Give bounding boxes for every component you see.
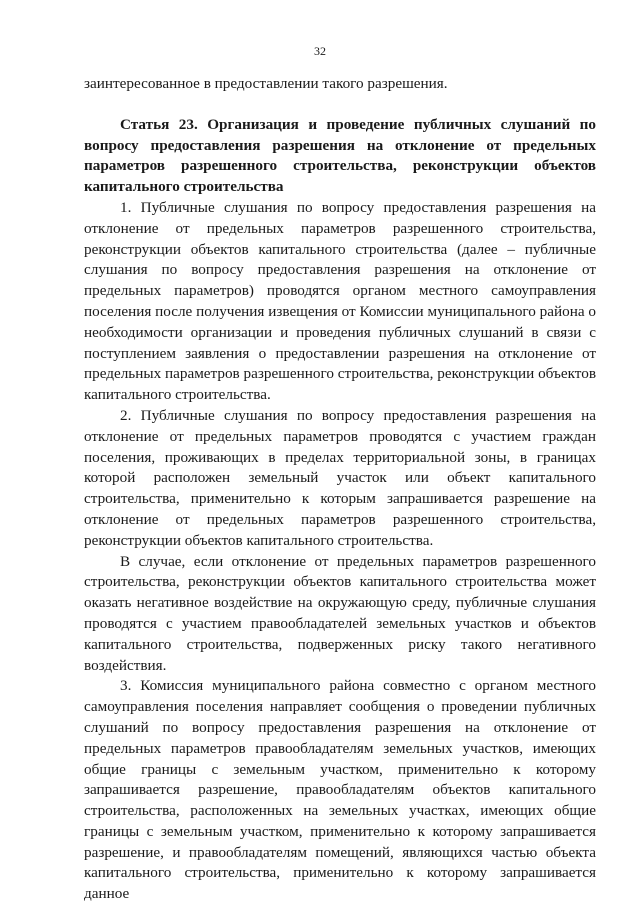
page-number: 32 (314, 44, 326, 58)
paragraph-continuation: заинтересованное в предоставлении такого разрешения. (84, 75, 448, 92)
paragraph-clause-3: 3. Комиссия муниципального района совместно с органом местного самоуправления поселения направляет сообщения о проведении публичных слушаний по вопросу предоставления разрешения на отклонение от предельных параметров правообладателям земельных участков, имеющих общие границы с земельным участком, применительно к которому запрашивается разрешение, правообладателям объектов капитального строительства, расположенных на земельных участках, имеющих общие границы с земельным участком, применительно к которому запрашивается разрешение, и правообладателям помещений, являющихся частью объекта капитального строительства, применительно к которому запрашивается данное (84, 677, 596, 903)
paragraph-clause-1: 1. Публичные слушания по вопросу предоставления разрешения на отклонение от предельных параметров разрешенного строительства, реконструкции объектов капитального строительства (далее – публичные слушания по вопросу предоставления разрешения на отклонение от предельных параметров) проводятся органом местного самоуправления поселения после получения извещения от Комиссии муниципального района о необходимости организации и проведения публичных слушаний в связи с поступлением заявления о предоставлении разрешения на отклонение от предельных параметров разрешенного строительства, реконструкции объектов капитального строительства. (84, 198, 596, 404)
document-body (84, 74, 596, 905)
paragraph-clause-2-note: В случае, если отклонение от предельных параметров разрешенного строительства, реконструкции объектов капитального строительства может оказать негативное воздействие на окружающую среду, публичные слушания проводятся с участием правообладателей земельных участков и объектов капитального строительства, подверженных риску такого негативного воздействия. (84, 552, 596, 674)
article-heading: Статья 23. Организация и проведение публичных слушаний по вопросу предоставления разрешения на отклонение от предельных параметров разрешенного строительства, реконструкции объектов капитального строительства (84, 115, 596, 196)
paragraph-clause-2: 2. Публичные слушания по вопросу предоставления разрешения на отклонение от предельных параметров проводятся с участием граждан поселения, проживающих в пределах территориальной зоны, в границах которой расположен земельный участок или объект капитального строительства, применительно к которым запрашивается разрешение на отклонение от предельных параметров разрешенного строительства, реконструкции объектов капитального строительства. (84, 406, 596, 549)
